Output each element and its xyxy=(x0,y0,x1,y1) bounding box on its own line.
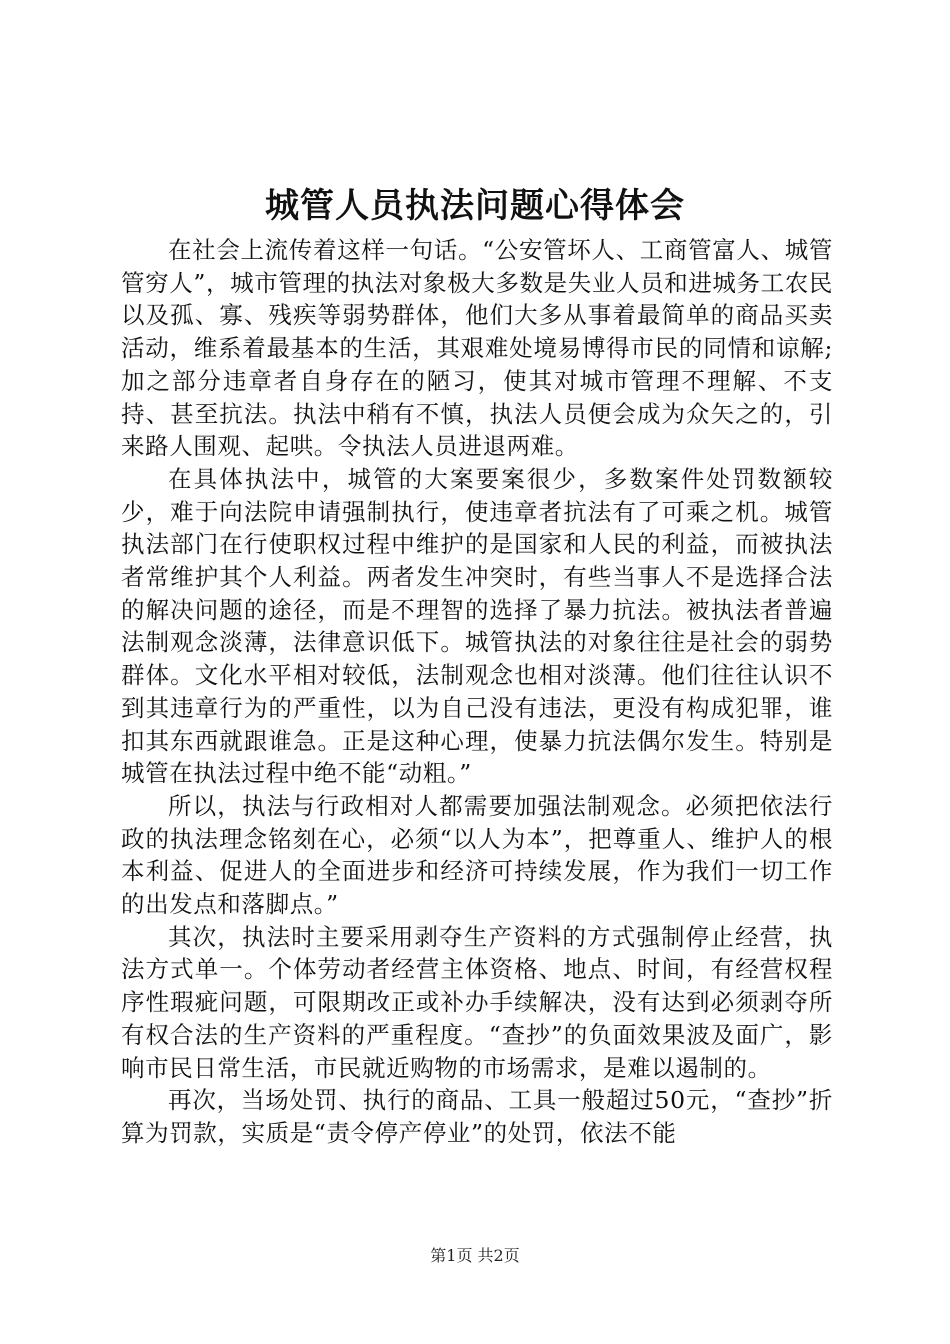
paragraph: 在社会上流传着这样一句话。“公安管坏人、工商管富人、城管管穷人”，城市管理的执法对象极大多数是失业人员和进城务工农民以及孤、寡、残疾等弱势群体，他们大多从事着最简单的商品买卖活动，维系着最基本的生活，其艰难处境易博得市民的同情和谅解;加之部分违章者自身存在的陋习，使其对城市管理不理解、不支持、甚至抗法。执法中稍有不慎，执法人员便会成为众矢之的，引来路人围观、起哄。令执法人员进退两难。 xyxy=(121,236,833,461)
paragraph: 在具体执法中，城管的大案要案很少，多数案件处罚数额较少，难于向法院申请强制执行，使违章者抗法有了可乘之机。城管执法部门在行使职权过程中维护的是国家和人民的利益，而被执法者常维护其个人利益。两者发生冲突时，有些当事人不是选择合法的解决问题的途径，而是不理智的选择了暴力抗法。被执法者普遍法制观念淡薄，法律意识低下。城管执法的对象往往是社会的弱势群体。文化水平相对较低，法制观念也相对淡薄。他们往往认识不到其违章行为的严重性，以为自己没有违法，更没有构成犯罪，谁扣其东西就跟谁急。正是这种心理，使暴力抗法偶尔发生。特别是城管在执法过程中绝不能“动粗。” xyxy=(121,464,833,788)
document-title: 城管人员执法问题心得体会 xyxy=(265,186,685,226)
paragraph: 其次，执法时主要采用剥夺生产资料的方式强制停止经营，执法方式单一。个体劳动者经营主体资格、地点、时间，有经营权程序性瑕疵问题，可限期改正或补办手续解决，没有达到必须剥夺所有权合法的生产资料的严重程度。“查抄”的负面效果波及面广，影响市民日常生活，市民就近购物的市场需求，是难以遏制的。 xyxy=(121,922,833,1082)
document-body xyxy=(121,234,833,1150)
paragraph: 再次，当场处罚、执行的商品、工具一般超过50元，“查抄”折算为罚款，实质是“责令停产停业”的处罚，依法不能 xyxy=(121,1086,833,1147)
page-number-footer: 第1页 共2页 xyxy=(430,1246,520,1265)
paragraph: 所以，执法与行政相对人都需要加强法制观念。必须把依法行政的执法理念铭刻在心，必须“以人为本”，把尊重人、维护人的根本利益、促进人的全面进步和经济可持续发展，作为我们一切工作的出发点和落脚点。” xyxy=(121,791,833,919)
